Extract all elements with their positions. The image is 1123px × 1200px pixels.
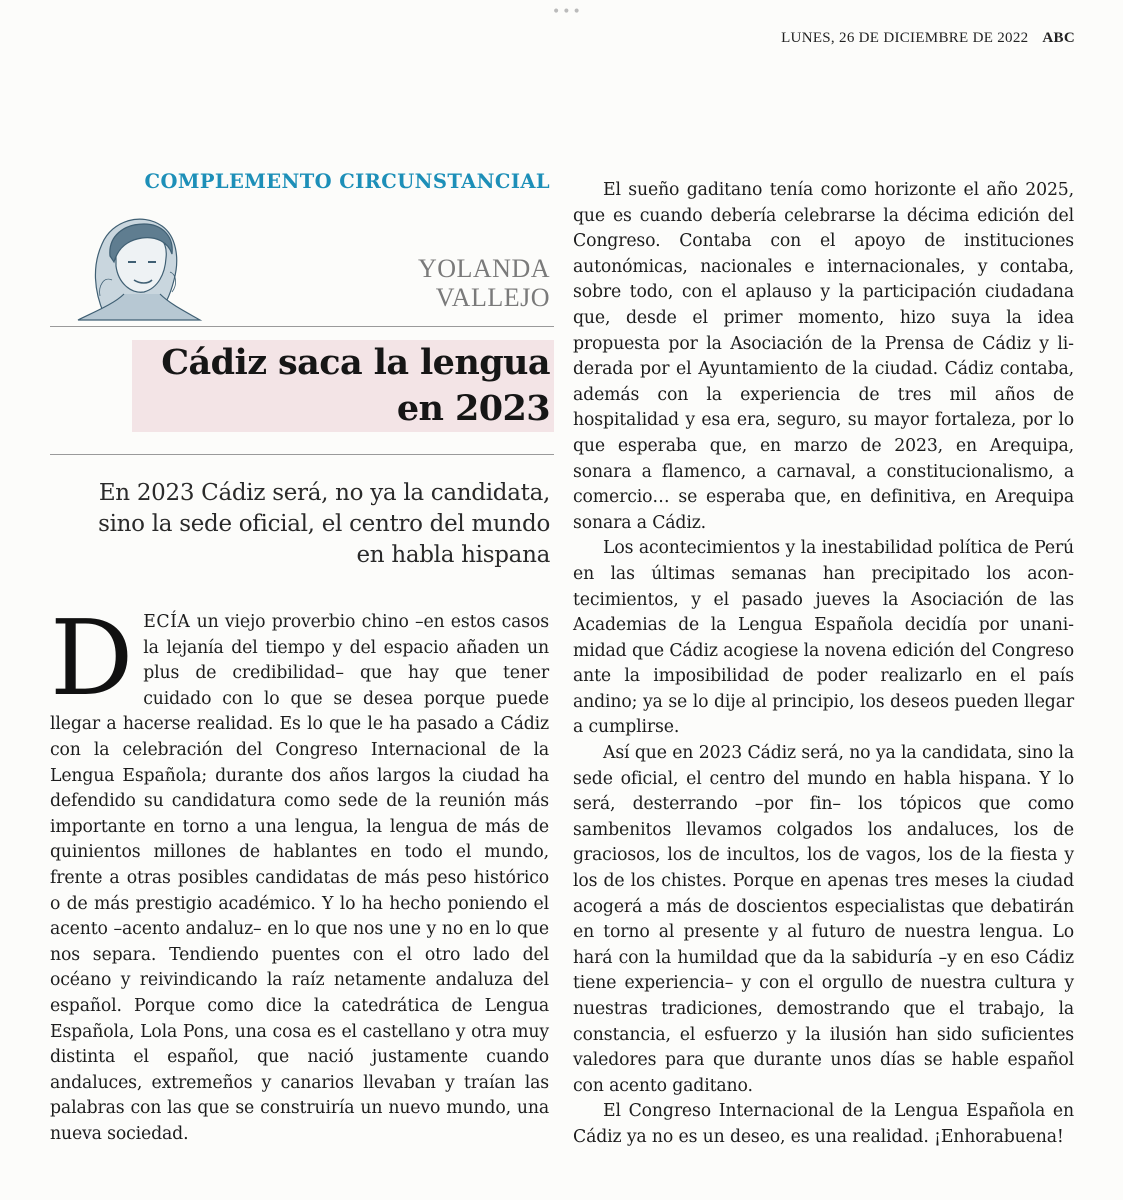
paragraph-2: El sueño gaditano tenía como horizonte el año 2025, que es cuando debería celebrarse la décima edición del Congreso. Contaba con el apoyo de instituciones autonómicas, nacionales e internacionales, y contaba, sobre todo, con el aplauso y la participación ciudadana que, desde el primer momento, hizo suya la idea propuesta por la Asociación de la Prensa de Cádiz y liderada por el Ayuntamiento de la ciudad. Cádiz contaba, además con la experiencia de tres mil años de hospitalidad y esa era, seguro, su mayor fortaleza, por lo que esperaba que, en marzo de 2023, en Arequipa, sonara a flamenco, a carnaval, a constitucionalismo, a comercio… se esperaba que, en definitiva, en Arequipa sonara a Cádiz. [573, 180, 1074, 533]
divider-headline [50, 454, 554, 455]
author-name [330, 254, 550, 312]
article-column-left [50, 597, 549, 1147]
headline-line-2: en 2023 [396, 388, 550, 429]
subtitle: En 2023 Cádiz será, no ya la candidata, sino la sede oficial, el centro del mundo en habla hispana [98, 480, 550, 568]
paragraph-5: El Congreso Internacional de la Lengua Española en Cádiz ya no es un deseo, es una realidad. ¡Enhorabuena! [573, 1101, 1074, 1147]
ellipsis-indicator: ••• [552, 4, 583, 20]
page-header [781, 30, 1075, 47]
section-title: COMPLEMENTO CIRCUNSTANCIAL [144, 170, 550, 193]
article-column-right [573, 178, 1074, 1151]
header-date: LUNES, 26 DE DICIEMBRE DE 2022 [781, 30, 1029, 46]
author-last-name: VALLEJO [435, 283, 550, 312]
author-portrait-icon [64, 196, 214, 326]
header-publication: ABC [1042, 30, 1075, 46]
drop-cap: D [50, 597, 134, 719]
headline-line-1: Cádiz saca la lengua [161, 342, 550, 383]
headline [132, 340, 550, 432]
divider-top [50, 326, 554, 327]
lead-caps: ECÍA [143, 612, 191, 632]
paragraph-4: Así que en 2023 Cádiz será, no ya la candidata, sino la sede oficial, el centro del mundo en habla hispana. Y lo será, desterrando –por fin– los tópicos que como sambenitos llevamos colgados los andaluces, los de graciosos, los de incultos, los de vagos, los de la fiesta y los de los chistes. Porque en apenas tres meses la ciudad acogerá a más de doscientos especialistas que debatirán en torno al presente y al futuro de nuestra lengua. Lo hará con la humildad que da la sabiduría –y en eso Cádiz tiene experiencia– y con el orgullo de nuestra cultura y nuestras tradiciones, demostrando que el trabajo, la constancia, el esfuerzo y la ilusión han sido suficientes valedores para que durante unos días se hable español con acento gaditano. [573, 743, 1074, 1096]
paragraph-3: Los acontecimientos y la inestabilidad política de Perú en las últimas semanas han precipitado los acontecimientos, y el pasado jueves la Asociación de las Academias de la Lengua Española decidía por unanimidad que Cádiz acogiese la novena edición del Congreso ante la imposibilidad de poder realizarlo en el país andino; ya se lo dije al principio, los deseos pueden llegar a cumplirse. [573, 538, 1074, 738]
paragraph-1-text: un viejo proverbio chino –en estos casos la lejanía del tiempo y del espacio añaden un plus de credibilidad– que hay que tener cuidado con lo que se desea porque puede llegar a hacerse realidad. Es lo que le ha pasado a Cádiz con la celebración del Congreso Internacional de la Lengua Española; durante dos años largos la ciudad ha defendido su candidatura como sede de la reunión más importante en torno a una lengua, la lengua de más de quinientos millones de hablantes en todo el mundo, frente a otras posibles candidatas de más peso histórico o de más prestigio académico. Y lo ha hecho poniendo el acento –acento andaluz– en lo que nos une y no en lo que nos separa. Tendiendo puentes con el otro lado del océano y reivindicando la raíz netamente andaluza del español. Porque como dice la catedrática de Lengua Española, Lola Pons, una cosa es el castellano y otra muy distinta el español, que nació justamente cuando andaluces, extremeños y canarios llevaban y traían las palabras con las que se construiría un nuevo mundo, una nueva sociedad. [50, 612, 549, 1144]
author-first-name: YOLANDA [417, 254, 550, 283]
paragraph-1 [50, 597, 549, 1147]
